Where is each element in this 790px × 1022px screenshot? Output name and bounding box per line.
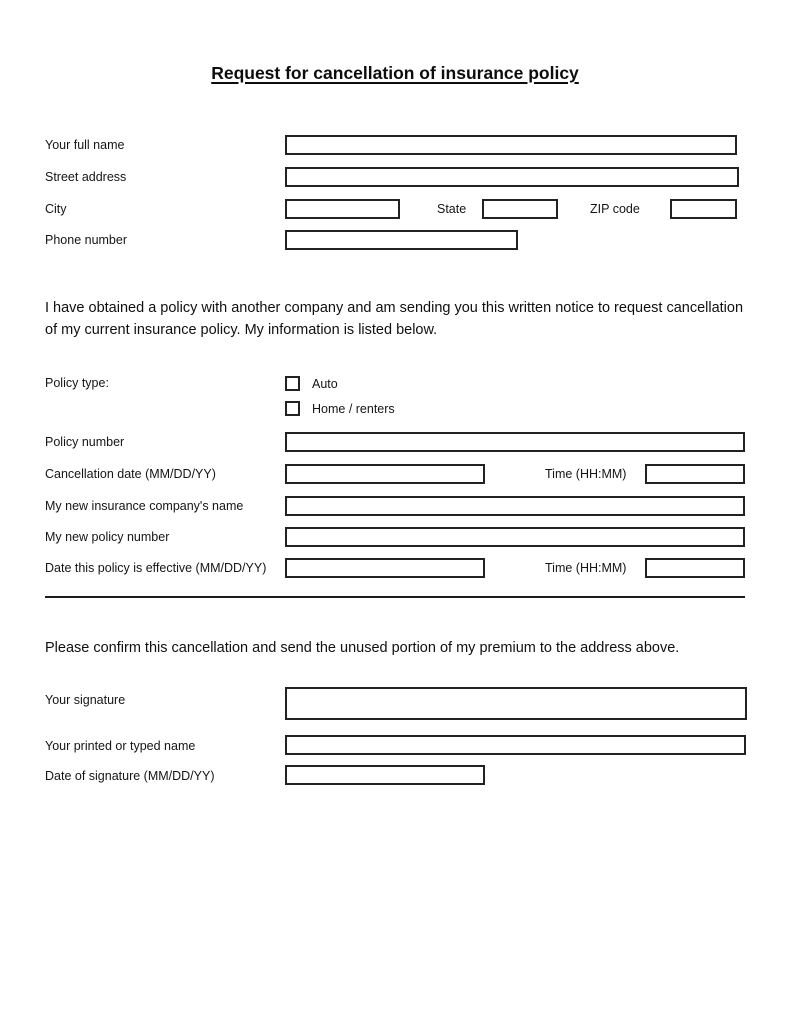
page-title xyxy=(0,63,790,84)
auto-checkbox-label: Auto xyxy=(312,377,338,391)
effective-date-input[interactable] xyxy=(285,558,485,578)
policy-number-input[interactable] xyxy=(285,432,745,452)
cancellation-time-label: Time (HH:MM) xyxy=(545,467,627,481)
signature-date-label: Date of signature (MM/DD/YY) xyxy=(45,769,215,783)
section-divider xyxy=(45,596,745,598)
city-input[interactable] xyxy=(285,199,400,219)
signature-label: Your signature xyxy=(45,693,126,707)
effective-date-label: Date this policy is effective (MM/DD/YY) xyxy=(45,561,267,575)
printed-name-label: Your printed or typed name xyxy=(45,739,196,753)
new-company-name-label: My new insurance company's name xyxy=(45,499,244,513)
zip-code-label: ZIP code xyxy=(590,202,640,216)
signature-date-input[interactable] xyxy=(285,765,485,785)
street-address-input[interactable] xyxy=(285,167,739,187)
zip-code-input[interactable] xyxy=(670,199,737,219)
street-address-label: Street address xyxy=(45,170,127,184)
page-title-text: Request for cancellation of insurance policy xyxy=(211,63,579,83)
full-name-input[interactable] xyxy=(285,135,737,155)
cancellation-date-input[interactable] xyxy=(285,464,485,484)
phone-number-label: Phone number xyxy=(45,233,128,247)
effective-time-input[interactable] xyxy=(645,558,745,578)
state-input[interactable] xyxy=(482,199,558,219)
new-company-name-input[interactable] xyxy=(285,496,745,516)
new-policy-number-input[interactable] xyxy=(285,527,745,547)
city-label: City xyxy=(45,202,67,216)
printed-name-input[interactable] xyxy=(285,735,746,755)
auto-checkbox[interactable] xyxy=(285,376,300,391)
cancellation-date-label: Cancellation date (MM/DD/YY) xyxy=(45,467,216,481)
cancellation-time-input[interactable] xyxy=(645,464,745,484)
signature-input[interactable] xyxy=(285,687,747,720)
policy-number-label: Policy number xyxy=(45,435,125,449)
home-renters-checkbox-label: Home / renters xyxy=(312,402,395,416)
phone-number-input[interactable] xyxy=(285,230,518,250)
new-policy-number-label: My new policy number xyxy=(45,530,170,544)
state-label: State xyxy=(437,202,467,216)
home-renters-checkbox[interactable] xyxy=(285,401,300,416)
intro-paragraph: I have obtained a policy with another company and am sending you this written notice to request cancellation of my current insurance policy. My information is listed below. xyxy=(45,300,744,338)
full-name-label: Your full name xyxy=(45,138,125,152)
policy-type-label: Policy type: xyxy=(45,376,109,390)
confirmation-paragraph: Please confirm this cancellation and send the unused portion of my premium to the address above. xyxy=(45,640,680,656)
effective-time-label: Time (HH:MM) xyxy=(545,561,627,575)
